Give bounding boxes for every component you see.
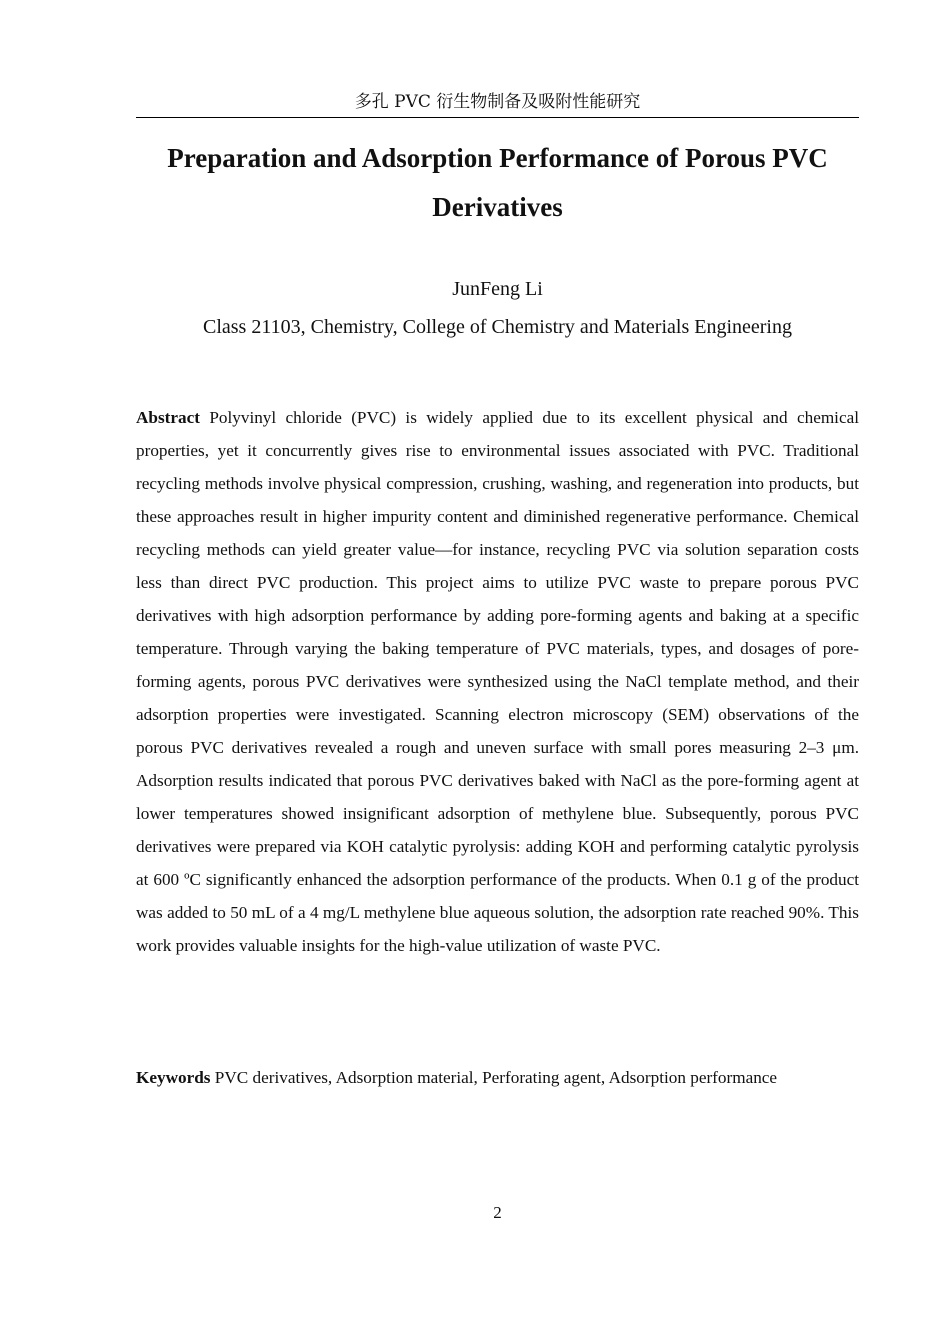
keywords-line bbox=[136, 1061, 896, 1094]
header-rule bbox=[136, 117, 859, 118]
paper-title: Preparation and Adsorption Performance of Porous PVC Derivatives bbox=[167, 143, 828, 222]
abstract-text: Polyvinyl chloride (PVC) is widely applied due to its excellent physical and chemical properties, yet it concurrently gives rise to environmental issues associated with PVC. Traditional recycling methods involve physical compression, crushing, washing, and regeneration into products, but these approaches result in higher impurity content and diminished regenerative performance. Chemical recycling methods can yield greater value—for instance, recycling PVC via solution separation costs less than direct PVC production. This project aims to utilize PVC waste to prepare porous PVC derivatives with high adsorption performance by adding pore-forming agents and baking at a specific temperature. Through varying the baking temperature of PVC materials, types, and dosages of pore-forming agents, porous PVC derivatives were synthesized using the NaCl template method, and their adsorption properties were investigated. Scanning electron microscopy (SEM) observations of the porous PVC derivatives revealed a rough and uneven surface with small pores measuring 2–3 μm. Adsorption results indicated that porous PVC derivatives baked with NaCl as the pore-forming agent at lower temperatures showed insignificant adsorption of methylene blue. Subsequently, porous PVC derivatives were prepared via KOH catalytic pyrolysis: adding KOH and performing catalytic pyrolysis at 600 ºC significantly enhanced the adsorption performance of the products. When 0.1 g of the product was added to 50 mL of a 4 mg/L methylene blue aqueous solution, the adsorption rate reached 90%. This work provides valuable insights for the high-value utilization of waste PVC. bbox=[136, 408, 859, 955]
abstract-paragraph bbox=[136, 401, 859, 962]
page-number: 2 bbox=[493, 1203, 502, 1222]
author-affiliation: Class 21103, Chemistry, College of Chemistry and Materials Engineering bbox=[203, 316, 792, 338]
author-name: JunFeng Li bbox=[452, 278, 543, 300]
running-header: 多孔 PVC 衍生物制备及吸附性能研究 bbox=[354, 92, 641, 112]
keywords-text: PVC derivatives, Adsorption material, Perforating agent, Adsorption performance bbox=[214, 1068, 778, 1087]
keywords-label: Keywords bbox=[136, 1068, 211, 1087]
abstract-label: Abstract bbox=[136, 408, 200, 427]
